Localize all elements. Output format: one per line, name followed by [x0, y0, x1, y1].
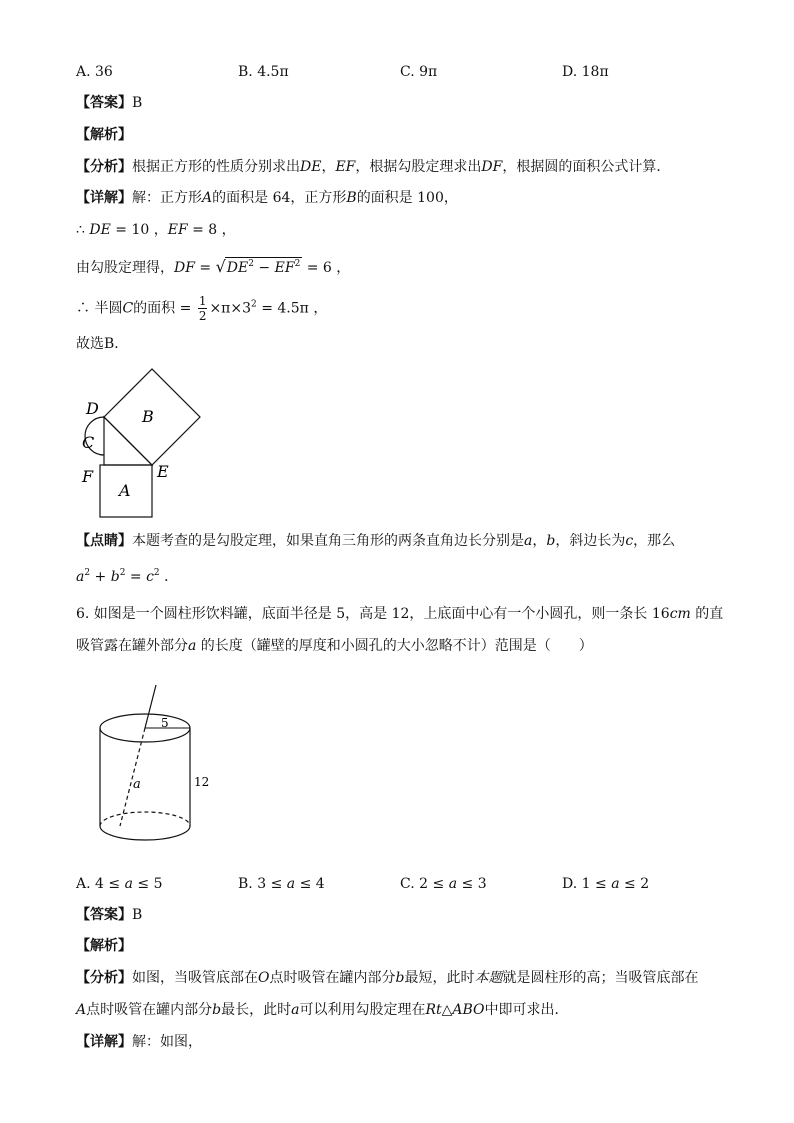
q6-fenxi-line2	[76, 1000, 569, 1020]
text: 由勾股定理得，	[76, 260, 174, 276]
q5-formula-line	[76, 567, 178, 587]
text: 6. 如图是一个圆柱形饮料罐，底面半径是 5，高是 12，上底面中心有一个小圆孔，则一条长 16	[76, 606, 670, 622]
detail-tag: 【详解】	[76, 1034, 132, 1050]
straw-outside	[145, 685, 156, 728]
text: ，斜边长为	[555, 533, 626, 549]
fenxi-tag: 【分析】	[76, 159, 132, 175]
var-b: b	[212, 1002, 222, 1018]
var-ef: EF	[335, 159, 356, 175]
lo: 3	[257, 876, 267, 892]
text: 点时吸管在罐内部分	[269, 970, 396, 986]
q5-dianjing-line	[76, 531, 675, 551]
label-height: 12	[194, 775, 210, 789]
answer-tag: 【答案】	[76, 95, 132, 111]
var-c: c	[625, 533, 634, 549]
var-a: a	[124, 876, 133, 892]
q5-option-c: C. 9π	[400, 64, 438, 80]
q6-cylinder-figure	[90, 680, 220, 848]
q6-stem-line1	[76, 604, 723, 624]
text: ，那么	[633, 533, 676, 549]
text: 最长，此时	[221, 1002, 292, 1018]
text: ×π×3	[209, 300, 252, 317]
label-a: a	[133, 777, 141, 792]
text: 可以利用勾股定理在	[299, 1002, 426, 1018]
text: = 10 ，	[110, 222, 168, 238]
leq: ≤	[295, 876, 316, 892]
garbled-text: 本题	[474, 970, 503, 986]
analysis-tag: 【解析】	[76, 127, 132, 143]
q5-df-line	[76, 257, 350, 278]
label-b: B	[142, 407, 154, 426]
rt-label: Rt	[425, 1002, 442, 1018]
q5-fenxi-line	[76, 157, 670, 177]
leq: ≤	[132, 876, 154, 892]
q5-detail-line	[76, 188, 458, 208]
var-a: a	[188, 638, 197, 654]
fenxi-tag: 【分析】	[76, 970, 132, 986]
text: ，	[321, 159, 336, 175]
leq: ≤	[428, 876, 449, 892]
var-a: a	[76, 569, 85, 585]
q6-option-c	[400, 874, 487, 894]
q5-option-d: D. 18π	[562, 64, 609, 80]
text: 最短，此时	[404, 970, 475, 986]
var-de: DE	[89, 222, 111, 238]
q5-option-b: B. 4.5π	[238, 64, 289, 80]
exponent: 2	[248, 259, 254, 269]
var-ef: EF	[274, 260, 295, 276]
text: ∴ 半圆	[76, 300, 123, 317]
text: 如图，当吸管底部在	[132, 970, 258, 986]
text: 的面积 =	[133, 300, 196, 317]
leq: ≤	[619, 876, 641, 892]
var-de: DE	[300, 159, 322, 175]
exponent: 2	[119, 568, 126, 578]
hi: 4	[315, 876, 325, 892]
option-letter: D.	[562, 876, 578, 892]
text: = 6 ，	[302, 260, 351, 276]
var-a-point: A	[76, 1002, 87, 1018]
exponent: 2	[251, 299, 257, 310]
q6-option-a	[76, 874, 163, 894]
var-a: a	[611, 876, 620, 892]
var-ef: EF	[167, 222, 188, 238]
label-d: D	[86, 399, 99, 418]
text: = 4.5π ，	[256, 300, 328, 317]
text: 根据正方形的性质分别求出	[132, 159, 300, 175]
text: 解：如图，	[132, 1034, 202, 1050]
dianjing-tag: 【点睛】	[76, 533, 132, 549]
text: 的长度（罐壁的厚度和小圆孔的大小忽略不计）范围是（ ）	[196, 638, 593, 654]
label-a: A	[119, 481, 131, 500]
q5-analysis-tag	[76, 125, 132, 145]
text: ，根据勾股定理求出	[355, 159, 482, 175]
var-a: a	[291, 1002, 300, 1018]
bottom-back-arc	[100, 812, 190, 826]
analysis-tag: 【解析】	[76, 938, 132, 954]
leq: ≤	[266, 876, 287, 892]
text: 的面积是 100，	[356, 190, 458, 206]
text: +	[90, 569, 111, 585]
leq: ≤	[457, 876, 478, 892]
option-letter: A.	[76, 876, 91, 892]
var-df: DF	[481, 159, 503, 175]
hi: 3	[477, 876, 487, 892]
lo: 2	[419, 876, 429, 892]
text: =	[194, 260, 216, 276]
lo: 4	[95, 876, 104, 892]
triangle-abo: △ABO	[441, 1002, 485, 1018]
text: −	[253, 260, 275, 276]
var-c: C	[122, 300, 134, 317]
leq: ≤	[590, 876, 612, 892]
text: =	[125, 569, 147, 585]
text: ．	[159, 569, 179, 585]
var-a: a	[524, 533, 533, 549]
q6-stem-line2	[76, 636, 593, 656]
var-b: b	[110, 569, 120, 585]
text: 吸管露在罐外部分	[76, 638, 188, 654]
q6-answer-line	[76, 905, 142, 925]
exponent: 2	[294, 259, 301, 269]
label-c: C	[82, 433, 95, 452]
sqrt-body	[225, 257, 303, 278]
var-a: A	[202, 190, 213, 206]
text: = 8 ，	[187, 222, 236, 238]
var-df: DF	[174, 260, 195, 276]
numerator: 1	[198, 294, 207, 308]
text: 解：正方形	[132, 190, 202, 206]
label-f: F	[82, 467, 94, 486]
text: ，	[532, 533, 547, 549]
var-de: DE	[226, 260, 249, 276]
option-letter: C.	[400, 876, 415, 892]
label-radius: 5	[161, 716, 169, 730]
q5-answer-line	[76, 93, 142, 113]
text: 就是圆柱形的高；当吸管底部在	[502, 970, 699, 986]
var-b: b	[395, 970, 405, 986]
var-c: c	[146, 569, 154, 585]
unit-cm: cm	[669, 606, 691, 622]
q5-area-line	[76, 294, 327, 323]
hi: 2	[640, 876, 650, 892]
text: 的面积是 64，正方形	[212, 190, 347, 206]
var-a: a	[448, 876, 458, 892]
bottom-front-arc	[100, 826, 190, 840]
q5-figure	[70, 362, 210, 522]
var-b: B	[346, 190, 357, 206]
text: 的直	[690, 606, 724, 622]
text: ，根据圆的面积公式计算．	[502, 159, 671, 175]
fraction	[198, 294, 208, 323]
text: 中即可求出．	[484, 1002, 569, 1018]
q6-analysis-tag	[76, 936, 132, 956]
sqrt-icon: √	[215, 257, 226, 276]
exponent: 2	[153, 568, 160, 578]
q6-option-b	[238, 874, 325, 894]
var-b: b	[546, 533, 556, 549]
q6-fenxi-line1	[76, 968, 698, 988]
text: 点时吸管在罐内部分	[86, 1002, 213, 1018]
q6-option-d	[562, 874, 649, 894]
q5-option-a: A. 36	[76, 64, 113, 80]
answer-tag: 【答案】	[76, 907, 132, 923]
label-e: E	[157, 462, 169, 481]
q6-detail-line	[76, 1032, 202, 1052]
leq: ≤	[103, 876, 125, 892]
hi: 5	[153, 876, 163, 892]
q5-de-ef-line	[76, 220, 236, 240]
q5-conclusion: 故选B．	[76, 336, 129, 352]
lo: 1	[581, 876, 591, 892]
option-letter: B.	[238, 876, 253, 892]
answer-value: B	[132, 907, 143, 923]
exponent: 2	[84, 568, 91, 578]
text: 本题考查的是勾股定理，如果直角三角形的两条直角边长分别是	[132, 533, 524, 549]
denominator: 2	[198, 309, 207, 323]
therefore-symbol: ∴	[76, 222, 85, 238]
var-o: O	[258, 970, 270, 986]
var-a: a	[286, 876, 296, 892]
answer-value: B	[132, 95, 143, 111]
detail-tag: 【详解】	[76, 190, 132, 206]
